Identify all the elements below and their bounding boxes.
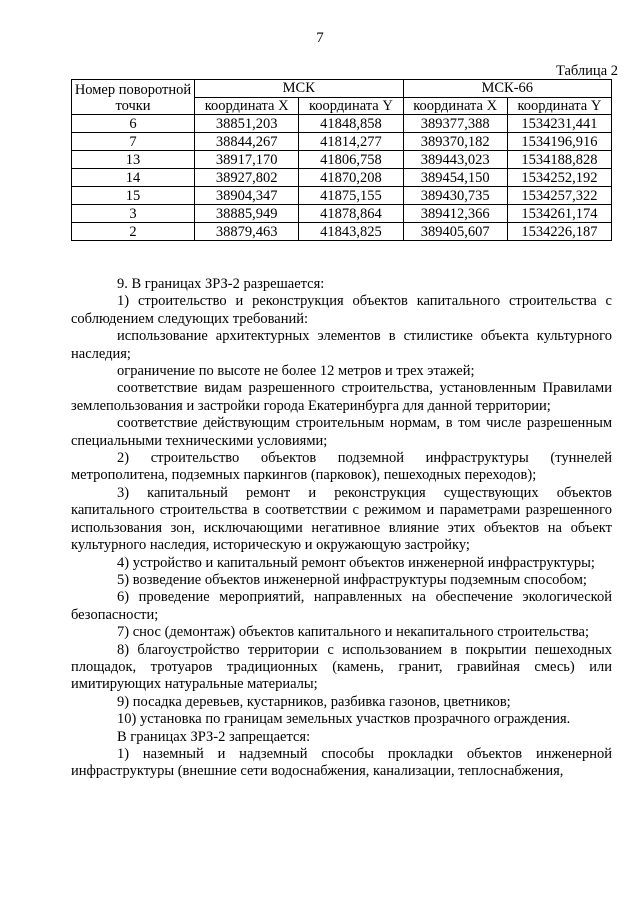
coordinate-cell: 41843,825 [299,223,403,241]
msk66-y-header: координата Y [507,97,611,115]
table-row [72,205,612,223]
paragraph: использование архитектурных элементов в стилистике объекта культурного наследия; [71,328,612,362]
coordinate-cell: 38879,463 [195,223,299,241]
table-header-row [72,80,612,98]
point-number-header: Номер поворотной точки [72,80,195,115]
coordinate-cell: 38927,802 [195,169,299,187]
paragraph: 1) наземный и надземный способы прокладки объектов инженерной инфраструктуры (внешние сети водоснабжения, канализации, теплоснабжения, [71,745,612,780]
coordinate-cell: 41814,277 [299,133,403,151]
coordinate-cell: 389443,023 [403,151,507,169]
coordinate-cell: 1534261,174 [507,205,611,223]
coordinate-cell: 41806,758 [299,151,403,169]
paragraph: 9. В границах ЗРЗ-2 разрешается: [117,276,325,292]
table-row [72,223,612,241]
paragraph: 3) капитальный ремонт и реконструкция существующих объектов капитального строительства в соответствии с режимом и параметрами разрешенного использования зон, исключающими негативное влияние этих объектов на объект культурного наследия, историческую и окружающую застройку; [71,484,612,554]
coordinate-cell: 38851,203 [195,115,299,133]
table-caption: Таблица 2 [555,63,618,79]
coordinate-cell: 389454,150 [403,169,507,187]
coordinate-cell: 1534257,322 [507,187,611,205]
msk-x-header: координата X [195,97,299,115]
paragraph: 1) строительство и реконструкция объектов капитального строительства с соблюдением следующих требований: [71,293,612,327]
coordinate-cell: 389412,366 [403,205,507,223]
table-row [72,151,612,169]
coordinate-cell: 38917,170 [195,151,299,169]
table-body [72,115,612,241]
msk-header: МСК [195,80,404,98]
document-body [71,276,612,781]
coordinate-cell: 389430,735 [403,187,507,205]
paragraph: соответствие видам разрешенного строительства, установленным Правилами землепользования и застройки города Екатеринбурга для данной территории; [71,380,612,414]
coordinate-cell: 41878,864 [299,205,403,223]
point-number-cell: 15 [72,187,195,205]
paragraph: 7) снос (демонтаж) объектов капитального и некапитального строительства; [117,624,590,641]
table-row [72,187,612,205]
table-row [72,133,612,151]
point-number-cell: 2 [72,223,195,241]
coordinate-cell: 389377,388 [403,115,507,133]
coordinate-cell: 41875,155 [299,187,403,205]
coordinate-cell: 38844,267 [195,133,299,151]
coordinate-cell: 1534188,828 [507,151,611,169]
point-number-cell: 13 [72,151,195,169]
paragraph: 9) посадка деревьев, кустарников, разбивка газонов, цветников; [117,693,511,710]
coordinate-cell: 1534226,187 [507,223,611,241]
paragraph: ограничение по высоте не более 12 метров и трех этажей; [117,363,475,380]
coordinate-cell: 1534252,192 [507,169,611,187]
coordinate-cell: 38904,347 [195,187,299,205]
paragraph: 5) возведение объектов инженерной инфраструктуры подземным способом; [117,571,587,588]
point-number-cell: 7 [72,133,195,151]
coordinates-table [71,79,612,241]
point-number-cell: 6 [72,115,195,133]
point-number-cell: 3 [72,205,195,223]
point-number-cell: 14 [72,169,195,187]
msk66-x-header: координата X [403,97,507,115]
msk-y-header: координата Y [299,97,403,115]
paragraph: 4) устройство и капитальный ремонт объектов инженерной инфраструктуры; [117,554,595,571]
paragraph: 2) строительство объектов подземной инфраструктуры (туннелей метрополитена, подземных паркингов (парковок), пешеходных переходов); [71,450,612,484]
coordinate-cell: 1534196,916 [507,133,611,151]
paragraph: 6) проведение мероприятий, направленных на обеспечение экологической безопасности; [71,589,612,623]
paragraph: 8) благоустройство территории с использованием в покрытии пешеходных площадок, тротуаров традиционных (камень, гранит, гравийная смесь) или имитирующих натуральные материалы; [71,641,612,693]
coordinate-cell: 38885,949 [195,205,299,223]
coordinate-cell: 1534231,441 [507,115,611,133]
table-row [72,115,612,133]
msk66-header: МСК-66 [403,80,612,98]
coordinate-cell: 41848,858 [299,115,403,133]
paragraph: В границах ЗРЗ-2 запрещается: [117,728,311,745]
page-number: 7 [316,30,324,46]
table-row [72,169,612,187]
coordinate-cell: 389405,607 [403,223,507,241]
coordinate-cell: 389370,182 [403,133,507,151]
paragraph: соответствие действующим строительным нормам, в том числе разрешенным специальными техническими условиями; [71,415,612,449]
paragraph: 10) установка по границам земельных участков прозрачного ограждения. [117,711,571,728]
coordinate-cell: 41870,208 [299,169,403,187]
